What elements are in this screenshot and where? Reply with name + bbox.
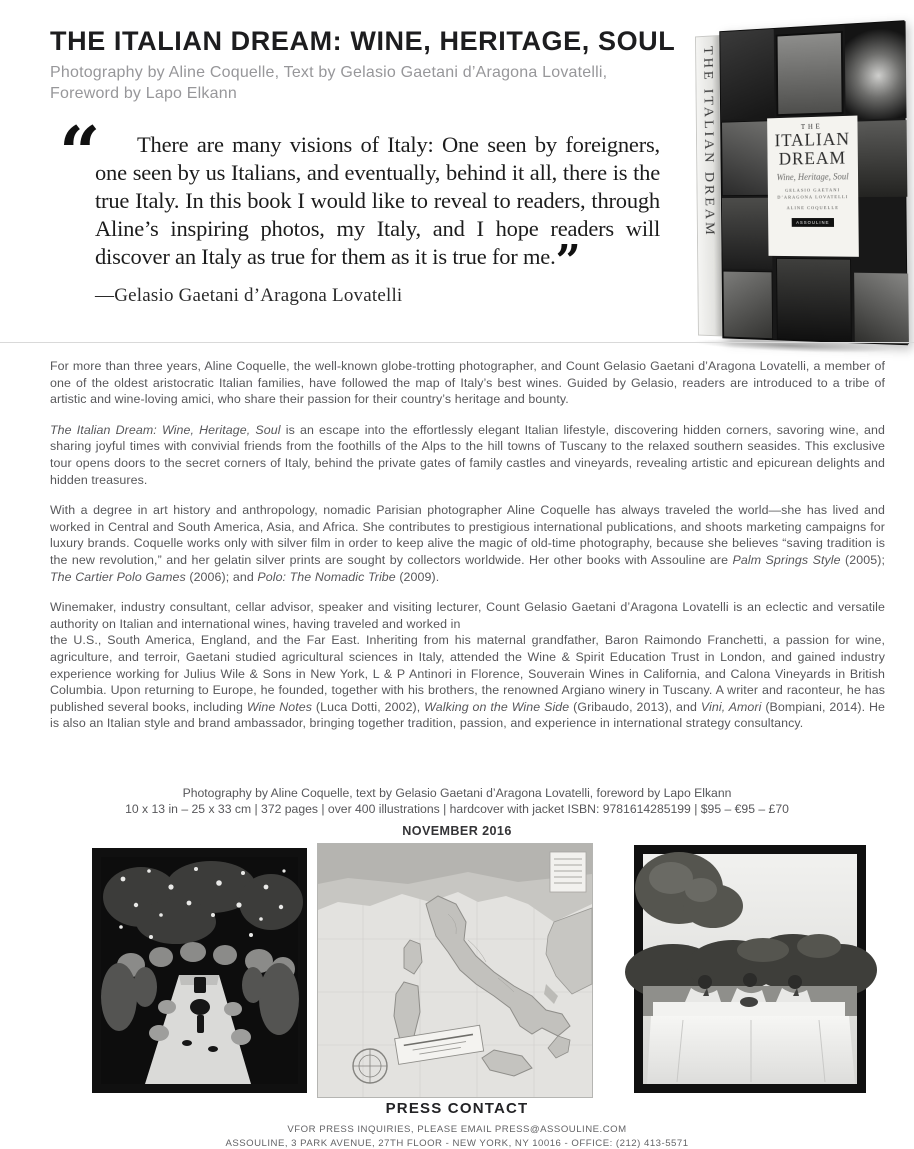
paragraph-photographer-bio: With a degree in art history and anthropology, nomadic Parisian photographer Aline Coquelle has always traveled the world—she has lived and worked in Central and South America, Asia, and Africa. She contributes to prestigious international publications, and shoots marketing campaigns for luxury brands. Coquelle works only with silver film in order to keep alive the magic of old-time photography, because she believes “saving tradition is the new revolution,” and her gelatin silver prints are sought by collectors worldwide. Her other books with Assouline are Palm Springs Style (2005); The Cartier Polo Games (2006); and Polo: The Nomadic Tribe (2009). [50, 503, 885, 584]
cover-pretitle: THE [800, 122, 823, 132]
book-cover-3d [695, 20, 910, 349]
cover-title-panel [767, 116, 859, 257]
cover-publisher-logo: ASSOULINE [791, 218, 834, 227]
cover-script-subtitle: Wine, Heritage, Soul [776, 171, 849, 183]
byline [50, 62, 670, 104]
cover-collage-photo [723, 271, 774, 340]
cover-collage-photo [776, 258, 852, 342]
open-quote-icon: “ [59, 110, 101, 195]
specs-credit-line: Photography by Aline Coquelle, text by Gelasio Gaetani d’Aragona Lovatelli, foreword by Lapo Elkann [182, 786, 732, 800]
body-copy [50, 358, 885, 746]
paragraph-book-description: The Italian Dream: Wine, Heritage, Soul is an escape into the effortlessly elegant Italian lifestyle, discovering hidden corners, savoring wine, and sharing joyful times with convivial friends from the foothills of the Alps to the hill towns of Tuscany to the relaxed southern seasides. This exclusive tour opens doors to the secret corners of Italy, behind the private gates of family castles and vineyards, revealing artistic and epicurean delights and hidden treasures. [50, 422, 886, 487]
paragraph-intro: For more than three years, Aline Coquelle, the well-known globe-trotting photographer, and Count Gelasio Gaetani d’Aragona Lovatelli, a member of one of the oldest aristocratic Italian families, have followed the map of Italy’s best wines. Guided by Gelasio, readers are introduced to a tribe of artistic and wine-loving amici, who share their passion for their country’s heritage and bounty. [50, 359, 885, 407]
dinner-party-image [101, 857, 298, 1084]
italy-map-image [318, 844, 592, 1097]
photo-italy-map [317, 843, 593, 1098]
pull-quote-attribution: —Gelasio Gaetani d’Aragona Lovatelli [95, 285, 403, 306]
press-address-line: ASSOULINE, 3 PARK AVENUE, 27TH FLOOR - NEW YORK, NY 10016 - OFFICE: (212) 413-5571 [225, 1138, 689, 1149]
cover-photographer-line: ALINE COQUELLE [786, 205, 840, 211]
cover-collage-photo [853, 120, 908, 197]
specs-format-line: 10 x 13 in – 25 x 33 cm | 372 pages | over 400 illustrations | hardcover with jacket ISBN: 9781614285199 | $95 – €95 – £70 [125, 802, 789, 816]
byline-line-2: Foreword by Lapo Elkann [50, 85, 237, 102]
cover-collage-photo [720, 29, 774, 120]
photo-outdoor-table [634, 845, 866, 1093]
book-specs [0, 785, 914, 839]
cover-collage-photo [776, 31, 844, 116]
cover-author-lines: GELASIO GAETANI D’ARAGONA LOVATELLI [777, 187, 849, 200]
paragraph-author-bio: Winemaker, industry consultant, cellar advisor, speaker and visiting lecturer, Count Gelasio Gaetani d’Aragona Lovatelli is an eclectic and versatile authority on Italian and international wines, having traveled and worked in the U.S., South America, England, and the Far East. Inheriting from his maternal grandfather, Baron Raimondo Franchetti, a passion for wine, agriculture, and terroir, Gaetani studied agricultural sciences in Italy, attended the Wine & Spirit Education Trust in London, and gained industry experience working for Julius Wile & Sons in New York, L & P Antinori in Florence, Souverain Wines in California, and Calona Vineyards in British Columbia. Upon returning to Europe, he founded, together with his brothers, the renowned Argiano winery in Tuscany. A writer and raconteur, he has published several books, including Wine Notes (Luca Dotti, 2002), Walking on the Wine Side (Gribaudo, 2013), and Vini, Amori (Bompiani, 2014). He is also an Italian style and brand ambassador, bringing together tradition, passion, and experience in international strategy consultancy. [50, 600, 885, 731]
byline-line-1: Photography by Aline Coquelle, Text by Gelasio Gaetani d’Aragona Lovatelli, [50, 64, 608, 81]
page-title: THE ITALIAN DREAM: WINE, HERITAGE, SOUL [50, 26, 676, 56]
cover-collage-photo [845, 21, 907, 120]
horizontal-divider [0, 342, 914, 343]
cover-collage-photo [853, 199, 908, 272]
book-cover [686, 22, 908, 348]
cover-collage-photo [721, 120, 772, 196]
pull-quote [59, 110, 660, 307]
book-spine-title: THE ITALIAN DREAM [700, 45, 717, 238]
book-front-cover [719, 20, 908, 345]
cover-collage-photo [854, 273, 909, 345]
book-spine [695, 35, 722, 336]
close-quote-icon: ” [555, 236, 581, 287]
cover-title-line-1: ITALIAN [774, 128, 851, 151]
outdoor-table-image [643, 854, 857, 1084]
cover-collage-photo [722, 198, 773, 270]
publication-date: NOVEMBER 2016 [402, 824, 512, 838]
press-contact-heading: PRESS CONTACT [385, 1100, 529, 1117]
press-inquiries-line: VFOR PRESS INQUIRIES, PLEASE EMAIL PRESS@ASSOULINE.COM [287, 1124, 627, 1135]
cover-title-line-2: DREAM [778, 147, 847, 169]
photo-dinner-party [92, 848, 307, 1093]
pull-quote-text: There are many visions of Italy: One seen by foreigners, one seen by us Italians, and eventually, behind it all, there is the true Italy. In this book I would like to reveal to readers, through Aline’s inspiring photos, my Italy, and I hope readers will discover an Italy as true for them as it is true for me.” [95, 132, 660, 287]
